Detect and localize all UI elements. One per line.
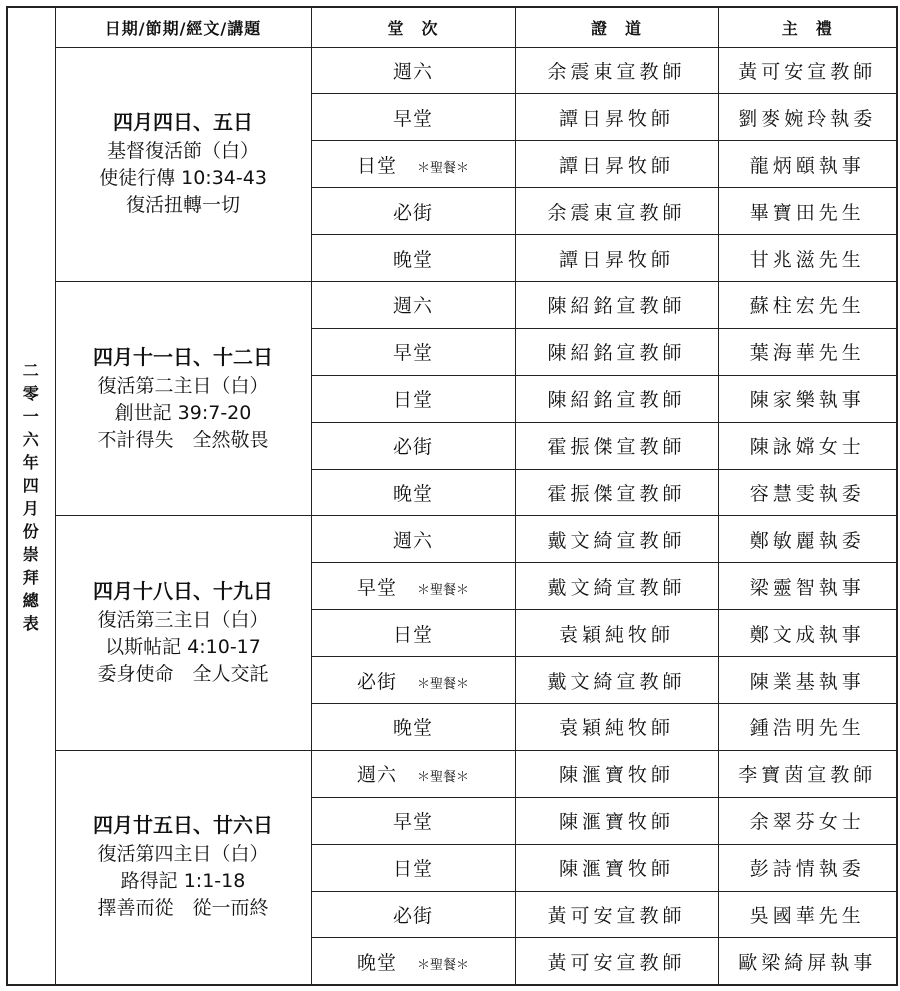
schedule-row	[7, 47, 897, 94]
service-cell	[311, 703, 515, 750]
service-name: 早堂	[392, 342, 433, 365]
worship-schedule-table	[6, 6, 898, 986]
service-cell	[311, 750, 515, 797]
speaker-cell: 陳滙寶牧師	[515, 797, 718, 844]
service-name: 早堂	[356, 576, 397, 599]
service-cell	[311, 657, 515, 704]
schedule-row	[7, 516, 897, 563]
host-cell: 陳業基執事	[718, 657, 897, 704]
service-name: 日堂	[392, 389, 433, 412]
communion-mark: ＊聖餐＊	[417, 676, 470, 692]
service-cell	[311, 610, 515, 657]
week-topic: 不計得失 全然敬畏	[97, 428, 269, 451]
service-name: 必街	[392, 436, 433, 459]
host-cell: 梁靈智執事	[718, 563, 897, 610]
week-season: 復活第二主日（白）	[97, 374, 269, 397]
host-cell: 鍾浩明先生	[718, 703, 897, 750]
service-name: 晚堂	[356, 951, 397, 974]
week-date: 四月四日、五日	[113, 110, 253, 135]
host-cell: 吳國華先生	[718, 891, 897, 938]
speaker-cell: 陳滙寶牧師	[515, 750, 718, 797]
communion-mark: ＊聖餐＊	[417, 582, 470, 598]
host-cell: 陳詠嫦女士	[718, 422, 897, 469]
speaker-cell: 黃可安宣教師	[515, 938, 718, 985]
speaker-cell: 陳紹銘宣教師	[515, 375, 718, 422]
speaker-cell: 霍振傑宣教師	[515, 422, 718, 469]
host-cell: 黃可安宣教師	[718, 47, 897, 94]
service-cell	[311, 375, 515, 422]
speaker-cell: 黃可安宣教師	[515, 891, 718, 938]
host-cell: 龍炳頤執事	[718, 141, 897, 188]
schedule-title	[7, 7, 55, 985]
service-cell	[311, 516, 515, 563]
week-topic: 委身使命 全人交託	[97, 663, 269, 686]
service-name: 早堂	[392, 107, 433, 130]
week-info-cell	[55, 47, 311, 281]
host-cell: 鄭敏麗執委	[718, 516, 897, 563]
service-cell	[311, 938, 515, 985]
week-scripture: 以斯帖記 4:10-17	[105, 636, 261, 659]
week-info-cell	[55, 750, 311, 984]
speaker-cell: 霍振傑宣教師	[515, 469, 718, 516]
service-cell	[311, 891, 515, 938]
service-cell	[311, 422, 515, 469]
service-name: 週六	[392, 295, 433, 318]
host-cell: 李寶茵宣教師	[718, 750, 897, 797]
week-topic: 復活扭轉一切	[125, 194, 240, 217]
service-name: 必街	[356, 670, 397, 693]
speaker-cell: 譚日昇牧師	[515, 141, 718, 188]
service-cell	[311, 281, 515, 328]
communion-mark: ＊聖餐＊	[417, 770, 470, 786]
service-cell	[311, 94, 515, 141]
service-name: 週六	[356, 764, 397, 787]
host-cell: 陳家樂執事	[718, 375, 897, 422]
header-host: 主 禮	[718, 7, 897, 47]
speaker-cell: 余震東宣教師	[515, 47, 718, 94]
service-cell	[311, 469, 515, 516]
week-date: 四月十八日、十九日	[93, 579, 273, 604]
service-name: 晚堂	[392, 248, 433, 271]
speaker-cell: 戴文綺宣教師	[515, 516, 718, 563]
week-info-cell	[55, 281, 311, 515]
speaker-cell: 陳紹銘宣教師	[515, 328, 718, 375]
speaker-cell: 戴文綺宣教師	[515, 657, 718, 704]
service-name: 必街	[392, 904, 433, 927]
service-name: 日堂	[392, 623, 433, 646]
communion-mark: ＊聖餐＊	[417, 957, 470, 973]
host-cell: 容慧雯執委	[718, 469, 897, 516]
service-name: 日堂	[356, 154, 397, 177]
speaker-cell: 袁穎純牧師	[515, 703, 718, 750]
week-season: 基督復活節（白）	[106, 140, 259, 163]
header-info: 日期/節期/經文/講題	[55, 7, 311, 47]
service-name: 日堂	[392, 858, 433, 881]
service-cell	[311, 563, 515, 610]
service-name: 早堂	[392, 811, 433, 834]
service-name: 必街	[392, 201, 433, 224]
week-scripture: 路得記 1:1-18	[120, 870, 246, 893]
week-date: 四月十一日、十二日	[93, 344, 273, 369]
speaker-cell: 譚日昇牧師	[515, 94, 718, 141]
schedule-row	[7, 281, 897, 328]
host-cell: 蘇柱宏先生	[718, 281, 897, 328]
header-row	[7, 7, 897, 47]
week-season: 復活第三主日（白）	[97, 609, 269, 632]
communion-mark: ＊聖餐＊	[417, 160, 470, 176]
service-name: 晚堂	[392, 717, 433, 740]
service-name: 週六	[392, 529, 433, 552]
week-date: 四月廿五日、廿六日	[93, 813, 273, 838]
week-season: 復活第四主日（白）	[97, 843, 269, 866]
week-info-cell	[55, 516, 311, 750]
speaker-cell: 陳紹銘宣教師	[515, 281, 718, 328]
service-cell	[311, 141, 515, 188]
header-speaker: 證 道	[515, 7, 718, 47]
service-name: 晚堂	[392, 482, 433, 505]
speaker-cell: 袁穎純牧師	[515, 610, 718, 657]
host-cell: 鄭文成執事	[718, 610, 897, 657]
worship-schedule-sheet	[6, 6, 896, 984]
host-cell: 甘兆滋先生	[718, 235, 897, 282]
host-cell: 彭詩情執委	[718, 844, 897, 891]
service-cell	[311, 188, 515, 235]
speaker-cell: 余震東宣教師	[515, 188, 718, 235]
speaker-cell: 戴文綺宣教師	[515, 563, 718, 610]
service-name: 週六	[392, 60, 433, 83]
schedule-title-text: 二零一六年四月份崇拜總表	[22, 360, 40, 633]
service-cell	[311, 797, 515, 844]
schedule-row	[7, 750, 897, 797]
host-cell: 歐梁綺屏執事	[718, 938, 897, 985]
host-cell: 葉海華先生	[718, 328, 897, 375]
speaker-cell: 陳滙寶牧師	[515, 844, 718, 891]
host-cell: 畢寶田先生	[718, 188, 897, 235]
week-scripture: 創世記 39:7-20	[114, 401, 252, 424]
service-cell	[311, 47, 515, 94]
speaker-cell: 譚日昇牧師	[515, 235, 718, 282]
host-cell: 余翠芬女士	[718, 797, 897, 844]
header-service: 堂 次	[311, 7, 515, 47]
week-scripture: 使徒行傳 10:34-43	[99, 167, 267, 190]
week-topic: 擇善而從 從一而終	[97, 897, 269, 920]
service-cell	[311, 328, 515, 375]
service-cell	[311, 235, 515, 282]
host-cell: 劉麥婉玲執委	[718, 94, 897, 141]
service-cell	[311, 844, 515, 891]
